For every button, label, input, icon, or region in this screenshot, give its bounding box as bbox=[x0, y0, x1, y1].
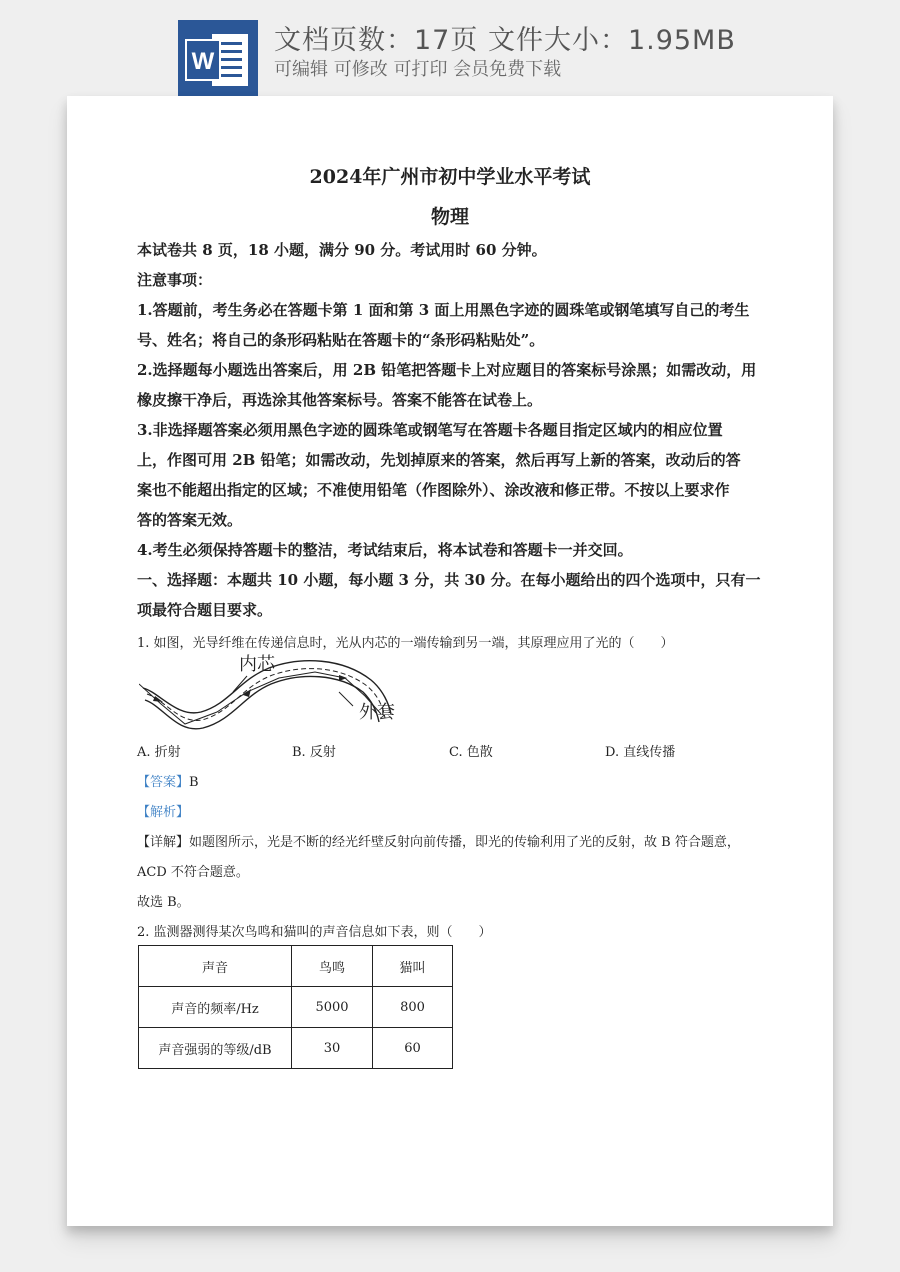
table-header-cell: 猫叫 bbox=[373, 946, 453, 987]
file-stats: 文档页数：17页 文件大小：1.95MB bbox=[274, 25, 736, 56]
answer-line bbox=[137, 771, 199, 790]
paragraph-line: 本试卷共 8 页，18 小题，满分 90 分。考试用时 60 分钟。 bbox=[137, 241, 547, 259]
table-cell: 60 bbox=[373, 1028, 453, 1069]
table-cell: 30 bbox=[292, 1028, 373, 1069]
option-b: B. 反射 bbox=[292, 745, 336, 760]
word-icon-letter: W bbox=[191, 48, 215, 75]
document-page bbox=[67, 96, 833, 1226]
table-row bbox=[139, 987, 453, 1028]
detail-line bbox=[137, 831, 740, 850]
paragraph-line: 上，作图可用 2B 铅笔；如需改动，先划掉原来的答案，然后再写上新的答案，改动后的答 bbox=[137, 451, 741, 469]
conclusion-line: 故选 B。 bbox=[137, 895, 190, 910]
paragraph-line: 4.考生必须保持答题卡的整洁，考试结束后，将本试卷和答题卡一并交回。 bbox=[137, 541, 633, 559]
file-features: 可编辑 可修改 可打印 会员免费下载 bbox=[274, 59, 562, 80]
section-heading-line: 项最符合题目要求。 bbox=[137, 601, 273, 619]
table-cell: 5000 bbox=[292, 987, 373, 1028]
option-a: A. 折射 bbox=[137, 745, 181, 760]
paragraph-line: 案也不能超出指定的区域；不准使用铅笔（作图除外）、涂改液和修正带。不按以上要求作 bbox=[137, 481, 730, 499]
sound-data-table bbox=[138, 945, 453, 1069]
detail-text: 如题图所示，光是不断的经光纤壁反射向前传播，即光的传输利用了光的反射，故 B 符合题意， bbox=[189, 835, 740, 850]
paragraph-line: 2.选择题每小题选出答案后，用 2B 铅笔把答题卡上对应题目的答案标号涂黑；如需改动，用 bbox=[137, 361, 757, 379]
table-cell: 声音强弱的等级/dB bbox=[139, 1028, 292, 1069]
section-heading-line: 一、选择题：本题共 10 小题，每小题 3 分，共 30 分。在每小题给出的四个选项中，只有一 bbox=[137, 571, 761, 589]
table-header-cell: 鸟鸣 bbox=[292, 946, 373, 987]
optical-fiber-figure bbox=[139, 652, 399, 732]
paragraph-line: 1.答题前，考生务必在答题卡第 1 面和第 3 面上用黑色字迹的圆珠笔或钢笔填写自己的考生 bbox=[137, 301, 750, 319]
answer-value: B bbox=[189, 775, 199, 790]
table-header-cell: 声音 bbox=[139, 946, 292, 987]
word-document-icon bbox=[178, 20, 258, 96]
fiber-cladding-label: 外套 bbox=[359, 702, 395, 723]
detail-line-2: ACD 不符合题意。 bbox=[137, 865, 249, 880]
answer-tag: 【答案】 bbox=[137, 775, 190, 790]
exam-title: 2024年广州市初中学业水平考试 bbox=[309, 166, 591, 188]
paragraph-line: 3.非选择题答案必须用黑色字迹的圆珠笔或钢笔写在答题卡各题目指定区域内的相应位置 bbox=[137, 421, 723, 439]
table-header-row bbox=[139, 946, 453, 987]
paragraph-line: 注意事项： bbox=[137, 271, 213, 289]
question-1-stem: 1. 如图，光导纤维在传递信息时，光从内芯的一端传输到另一端，其原理应用了光的（ ） bbox=[137, 636, 674, 651]
analysis-tag: 【解析】 bbox=[137, 805, 190, 820]
question-2-stem: 2. 监测器测得某次鸟鸣和猫叫的声音信息如下表，则（ ） bbox=[137, 925, 492, 940]
exam-subject: 物理 bbox=[430, 206, 469, 228]
table-cell: 声音的频率/Hz bbox=[139, 987, 292, 1028]
option-d: D. 直线传播 bbox=[605, 745, 676, 760]
detail-tag: 【详解】 bbox=[137, 835, 190, 850]
paragraph-line: 答的答案无效。 bbox=[137, 511, 243, 529]
table-row bbox=[139, 1028, 453, 1069]
fiber-core-label: 内芯 bbox=[239, 654, 275, 675]
file-info-banner bbox=[0, 0, 900, 96]
table-cell: 800 bbox=[373, 987, 453, 1028]
option-c: C. 色散 bbox=[449, 745, 493, 760]
paragraph-line: 号、姓名；将自己的条形码粘贴在答题卡的“条形码粘贴处”。 bbox=[137, 331, 545, 349]
paragraph-line: 橡皮擦干净后，再选涂其他答案标号。答案不能答在试卷上。 bbox=[137, 391, 543, 409]
